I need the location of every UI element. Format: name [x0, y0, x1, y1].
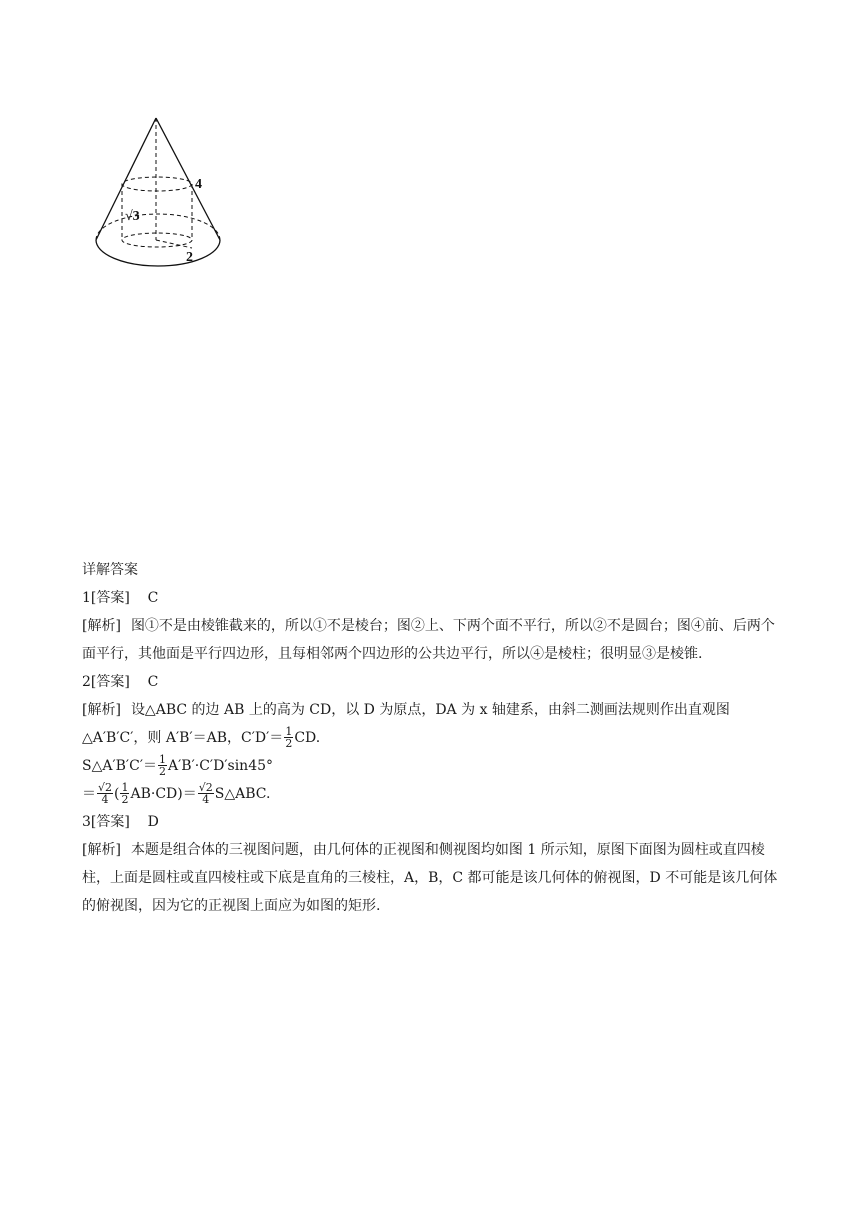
analysis-1-text: 图①不是由棱锥截来的，所以①不是棱台；图②上、下两个面不平行，所以②不是圆台；图④前、后两个面平行，其他面是平行四边形，且每相邻两个四边形的公共边平行，所以④是棱柱；很明显③是棱锥.: [82, 618, 775, 662]
frac-num: 1: [285, 724, 293, 738]
cone-cylinder-figure: [86, 108, 236, 278]
answer-1-line: [82, 584, 782, 612]
fraction-sqrt2-over-4: [97, 782, 113, 805]
formula-a: [82, 752, 782, 780]
frac-den-4: 4: [202, 792, 210, 806]
analysis-1: [82, 612, 782, 668]
label-radius: 2: [186, 250, 193, 265]
analysis-3: [82, 836, 782, 920]
formula-a-pre: S△A′B′C′＝: [82, 758, 158, 774]
analysis-2-end: CD.: [294, 730, 321, 746]
answer-1-choice: C: [147, 590, 159, 606]
frac-den: 2: [285, 736, 293, 750]
answer-section: [82, 556, 782, 920]
analysis-2-tag: [解析]: [82, 702, 121, 718]
formula-b-post: S△ABC.: [214, 786, 271, 802]
cone-cylinder-diagram: [86, 108, 236, 278]
fraction-sqrt2-over-4-b: [198, 782, 214, 805]
analysis-2-text: 设△ABC 的边 AB 上的高为 CD，以 D 为原点，DA 为 x 轴建系，由斜二测画法规则作出直观图△A′B′C′，则 A′B′＝AB，C′D′＝: [82, 702, 730, 746]
answer-3-choice: D: [147, 814, 159, 830]
label-slant: 4: [195, 177, 202, 192]
cylinder-top: [122, 177, 192, 191]
answer-1-tag: 1[答案]: [82, 590, 130, 606]
base-radius: [156, 240, 192, 248]
answer-3-tag: 3[答案]: [82, 814, 130, 830]
analysis-3-tag: [解析]: [82, 842, 121, 858]
fraction-half: [284, 726, 293, 749]
answer-2-choice: C: [147, 674, 159, 690]
answer-2-line: [82, 668, 782, 696]
analysis-1-tag: [解析]: [82, 618, 121, 634]
answer-3-line: [82, 808, 782, 836]
analysis-2: [82, 696, 782, 752]
frac-num-sqrt2: √2: [98, 780, 113, 794]
frac-den: 2: [159, 764, 167, 778]
frac-den-4: 4: [101, 792, 109, 806]
formula-b-pre: ＝: [82, 786, 96, 802]
cone-base-back: [96, 214, 220, 240]
frac-num-sqrt2: √2: [198, 780, 213, 794]
frac-den: 2: [121, 792, 129, 806]
cone-base-front: [96, 240, 220, 266]
section-title: 详解答案: [82, 562, 138, 578]
fraction-half-3: [120, 782, 129, 805]
label-height: √3: [125, 209, 140, 224]
analysis-3-text: 本题是组合体的三视图问题，由几何体的正视图和侧视图均如图 1 所示知，原图下面图为圆柱或直四棱柱，上面是圆柱或直四棱柱或下底是直角的三棱柱，A，B，C 都可能是该几何体的俯视图，D 不可能是该几何体的俯视图，因为它的正视图上面应为如图的矩形.: [82, 842, 778, 914]
answer-2-tag: 2[答案]: [82, 674, 130, 690]
formula-b-paren: (: [114, 786, 120, 802]
fraction-half-2: [158, 754, 167, 777]
frac-num: 1: [159, 752, 167, 766]
frac-num: 1: [121, 780, 129, 794]
cone-right-edge: [156, 118, 220, 240]
formula-a-post: A′B′·C′D′sin45°: [168, 758, 274, 774]
formula-b-mid: AB·CD)＝: [130, 786, 197, 802]
formula-b: [82, 780, 782, 808]
